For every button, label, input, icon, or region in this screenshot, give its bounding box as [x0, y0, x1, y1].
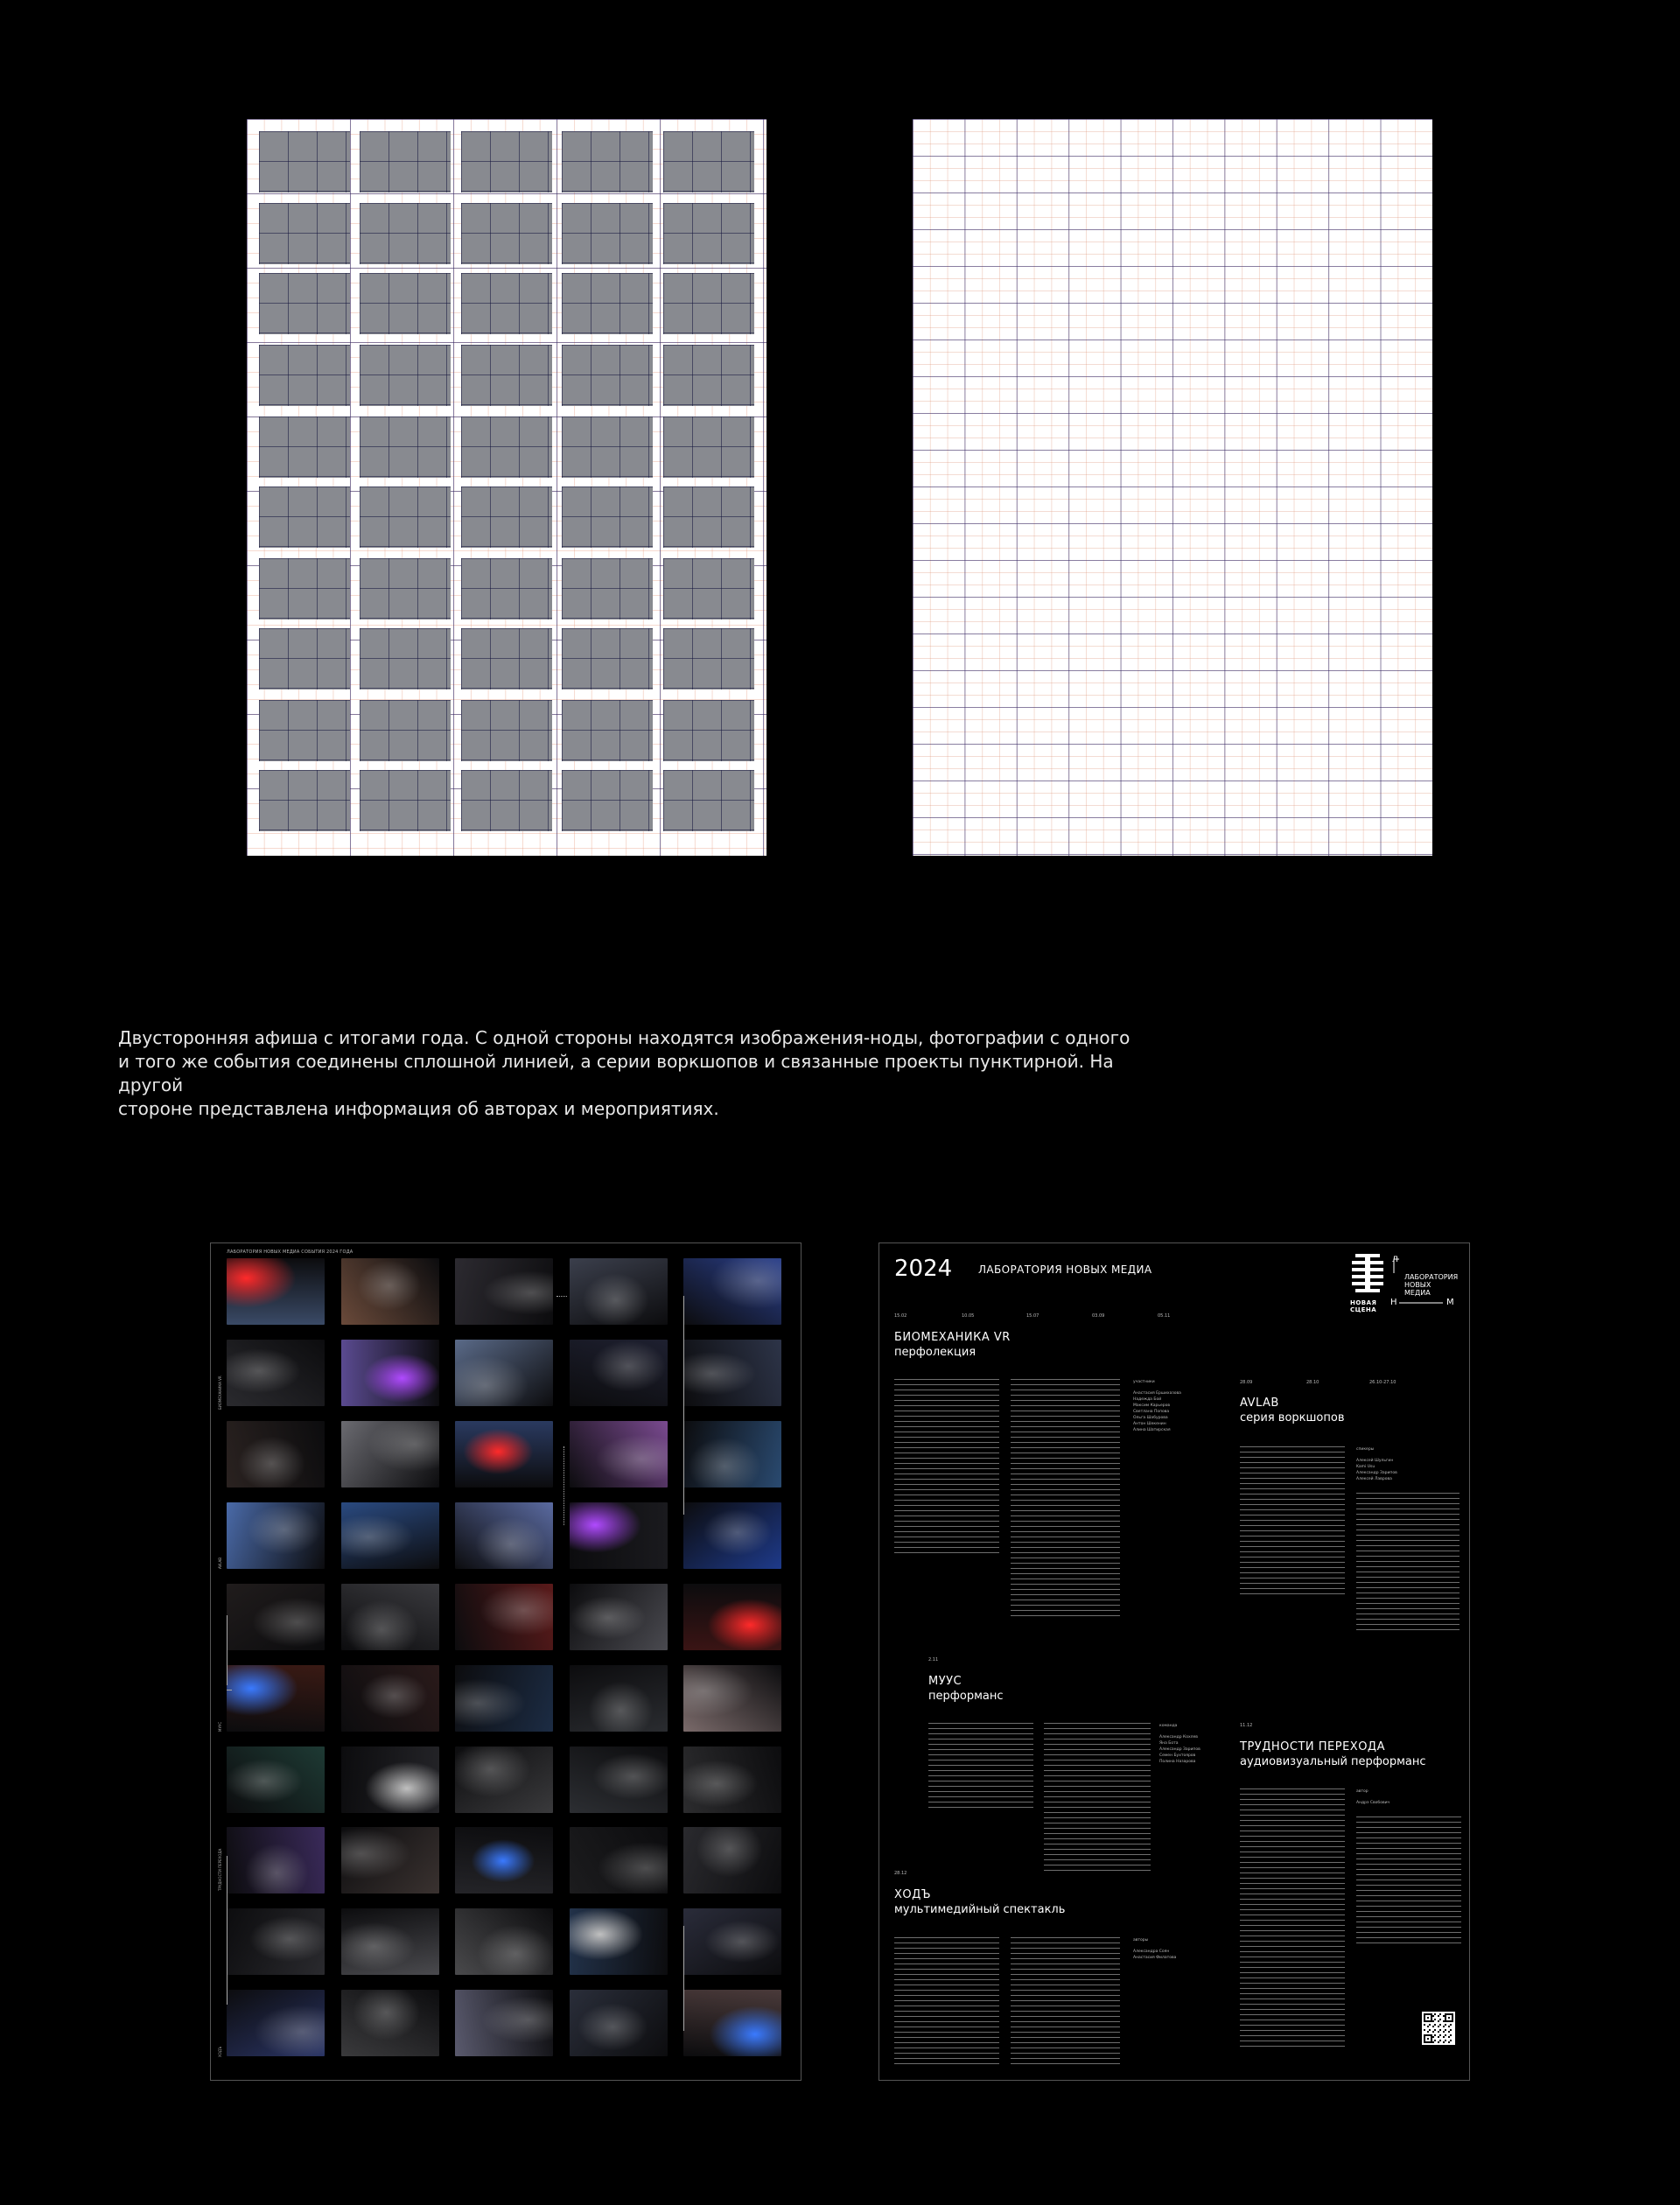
grid-block — [663, 700, 754, 761]
logo-lab — [1390, 1256, 1460, 1312]
event-photo — [227, 1827, 325, 1894]
grid-block — [562, 558, 653, 620]
hod-authors-label: авторы — [1133, 1938, 1149, 1942]
grid-block — [360, 486, 451, 548]
date-top-4: 03.09 — [1092, 1313, 1105, 1319]
date-top-2: 10.05 — [962, 1313, 975, 1319]
grid-block — [259, 131, 350, 192]
event-photo — [341, 1746, 439, 1813]
event-photo — [227, 1665, 325, 1732]
event-photo — [683, 1340, 781, 1406]
event-photo — [341, 1502, 439, 1569]
event-photo — [227, 1584, 325, 1650]
muus-team-label: команда — [1159, 1724, 1178, 1728]
participant: Надежда Бой — [1133, 1397, 1162, 1402]
description-line-3: стороне представлена информация об авторах и мероприятиях. — [118, 1098, 719, 1119]
trudnosti-author: Андрэ Свобович — [1356, 1801, 1390, 1805]
event-photo — [227, 1340, 325, 1406]
speaker: Алексей Шульгин — [1356, 1459, 1394, 1463]
event-photo — [341, 1584, 439, 1650]
event-photo — [455, 1258, 553, 1325]
event-photo — [341, 1665, 439, 1732]
hod-date: 28.12 — [894, 1871, 907, 1876]
avlab-speakers — [1356, 1458, 1397, 1482]
grid-block — [259, 558, 350, 620]
logo-letter-n: Н — [1390, 1298, 1397, 1307]
grid-block — [663, 486, 754, 548]
grid-block — [562, 486, 653, 548]
event-photo — [455, 1746, 553, 1813]
poster-description — [118, 1026, 1168, 1121]
section-subtitle-avlab: серия воркшопов — [1240, 1411, 1345, 1424]
grid-block — [461, 770, 552, 831]
grid-block — [461, 558, 552, 620]
event-photo — [570, 1584, 668, 1650]
event-photo — [570, 1258, 668, 1325]
row-label: ХОДЪ — [218, 2046, 222, 2057]
biomech-participants-label: участники — [1133, 1380, 1155, 1384]
section-title-avlab: AVLAB — [1240, 1396, 1279, 1410]
row-label: AVLAB — [218, 1557, 222, 1569]
event-photo — [683, 1746, 781, 1813]
event-photo — [683, 1827, 781, 1894]
grid-block — [663, 131, 754, 192]
logo-lab-word-1: ЛАБОРАТОРИЯ — [1404, 1273, 1459, 1281]
event-photo — [683, 1584, 781, 1650]
logo-word-novaya: НОВАЯ — [1350, 1299, 1377, 1306]
speaker: Kami Usu — [1356, 1465, 1376, 1469]
event-photo — [227, 1258, 325, 1325]
biomech-text-col-2 — [1011, 1379, 1120, 1617]
participant: Максим Карьеров — [1133, 1404, 1171, 1408]
trudnosti-text-col-2 — [1356, 1816, 1461, 1948]
grid-block — [360, 131, 451, 192]
qr-code-icon[interactable] — [1422, 2012, 1455, 2045]
team-member: Александр Кохлев — [1159, 1735, 1198, 1740]
event-photo — [455, 1502, 553, 1569]
team-member: Семен Бухтояров — [1159, 1754, 1196, 1758]
event-photo — [227, 1421, 325, 1488]
grid-block — [461, 203, 552, 264]
date-top-5: 05.11 — [1158, 1313, 1171, 1319]
connector-line — [227, 1856, 228, 2005]
grid-block — [562, 770, 653, 831]
hod-text-col-2 — [1011, 1937, 1120, 2068]
event-photo — [570, 1665, 668, 1732]
event-photo — [683, 1665, 781, 1732]
row-label: БИОМЕХАНИКА VR — [218, 1376, 222, 1410]
poster-front — [210, 1242, 802, 2081]
description-line-2: и того же события соединены сплошной линией, а серии воркшопов и связанные проекты пунктирной. На другой — [118, 1051, 1114, 1096]
team-member: Александр Зарипов — [1159, 1747, 1200, 1752]
connector-dotted — [556, 1296, 567, 1297]
grid-block — [259, 700, 350, 761]
event-photo — [341, 1827, 439, 1894]
logo-word-scena: СЦЕНА — [1350, 1306, 1377, 1313]
section-title-muus: МУУС — [928, 1675, 962, 1688]
event-photo — [455, 1990, 553, 2056]
grid-block — [360, 770, 451, 831]
grid-block — [461, 628, 552, 690]
event-photo — [570, 1990, 668, 2056]
grid-block — [562, 131, 653, 192]
event-photo — [227, 1502, 325, 1569]
event-photo — [683, 1502, 781, 1569]
hod-text-col-1 — [894, 1937, 999, 2068]
grid-block — [360, 416, 451, 478]
event-photo — [341, 1340, 439, 1406]
event-photo — [570, 1421, 668, 1488]
avlab-text-col-2 — [1356, 1493, 1460, 1633]
logo-lab-word-3: МЕДИА — [1404, 1289, 1431, 1297]
grid-block — [461, 345, 552, 406]
participant: Анастасия Ершихазова — [1133, 1391, 1181, 1396]
participant: Антон Шекенин — [1133, 1422, 1166, 1426]
grid-block — [259, 203, 350, 264]
event-photo — [227, 1746, 325, 1813]
participant: Ольга Шабурова — [1133, 1416, 1168, 1420]
avlab-date-1: 28.09 — [1240, 1380, 1253, 1385]
event-photo — [341, 1421, 439, 1488]
grid-block — [461, 273, 552, 334]
event-photo — [570, 1340, 668, 1406]
grid-block — [562, 628, 653, 690]
grid-block — [360, 345, 451, 406]
event-photo — [455, 1665, 553, 1732]
avlab-text-col-1 — [1240, 1446, 1345, 1595]
logo-novaya-scena — [1350, 1254, 1385, 1312]
event-photo — [683, 1908, 781, 1975]
event-photo — [683, 1421, 781, 1488]
grid-block — [360, 628, 451, 690]
grid-block — [259, 486, 350, 548]
speaker: Александр Зарипов — [1356, 1471, 1397, 1475]
muus-date: 2.11 — [928, 1657, 939, 1662]
logo-lab-word-2: НОВЫХ — [1404, 1281, 1432, 1289]
date-top-3: 15.07 — [1026, 1313, 1040, 1319]
grid-block — [562, 700, 653, 761]
event-photo — [455, 1340, 553, 1406]
section-subtitle-muus: перформанс — [928, 1690, 1004, 1703]
avlab-date-3: 26.10-27.10 — [1369, 1380, 1396, 1385]
event-photo — [227, 1908, 325, 1975]
grid-block — [461, 131, 552, 192]
grid-block — [259, 345, 350, 406]
grid-block — [663, 203, 754, 264]
date-top-1: 15.02 — [894, 1313, 907, 1319]
grid-block — [461, 416, 552, 478]
event-photo — [455, 1421, 553, 1488]
team-member: Яна Бота — [1159, 1741, 1179, 1746]
section-subtitle-hod: мультимедийный спектакль — [894, 1903, 1066, 1916]
section-subtitle-biomech: перфолекция — [894, 1346, 976, 1359]
grid-block — [259, 416, 350, 478]
grid-block — [663, 416, 754, 478]
grid-block — [461, 486, 552, 548]
grid-block — [663, 273, 754, 334]
connector-line — [683, 1926, 684, 2031]
event-photo — [341, 1908, 439, 1975]
event-photo — [683, 1990, 781, 2056]
row-label: МУУС — [218, 1721, 222, 1732]
grid-block — [259, 628, 350, 690]
event-photo — [570, 1908, 668, 1975]
muus-team — [1159, 1734, 1200, 1765]
poster-lab-title: ЛАБОРАТОРИЯ НОВЫХ МЕДИА — [978, 1264, 1152, 1276]
participant: Алина Шатирская — [1133, 1428, 1171, 1432]
logo-letter-l: Л — [1392, 1256, 1398, 1264]
section-subtitle-trudnosti: аудиовизуальный перформанс — [1240, 1755, 1426, 1768]
author: Александра Соян — [1133, 1950, 1170, 1954]
trudnosti-author-label: автор — [1356, 1789, 1368, 1794]
grid-block — [259, 273, 350, 334]
grid-block — [259, 770, 350, 831]
muus-text-col-1 — [928, 1723, 1033, 1810]
poster-back — [878, 1242, 1470, 2081]
connector-line — [683, 1296, 684, 1515]
poster-year: 2024 — [894, 1256, 953, 1282]
connector-line — [227, 1615, 228, 1685]
avlab-speakers-label: спикеры — [1356, 1447, 1375, 1452]
trudnosti-text-col-1 — [1240, 1788, 1345, 2051]
biomech-text-col-1 — [894, 1379, 999, 1554]
team-member: Полина Назарова — [1159, 1760, 1196, 1764]
grid-block — [663, 558, 754, 620]
event-photo — [455, 1584, 553, 1650]
event-photo — [227, 1990, 325, 2056]
baseline-grid-sheet — [913, 119, 1432, 856]
trudnosti-date: 11.12 — [1240, 1723, 1253, 1728]
grid-block — [562, 345, 653, 406]
event-photo — [455, 1908, 553, 1975]
hod-authors — [1133, 1949, 1176, 1961]
grid-block — [461, 700, 552, 761]
event-photo — [570, 1502, 668, 1569]
row-label: ТРУДНОСТИ ПЕРЕХОДА — [218, 1848, 222, 1891]
modular-grid-sheet — [247, 119, 766, 856]
grid-block — [360, 700, 451, 761]
biomech-participants — [1133, 1390, 1181, 1433]
grid-block — [663, 770, 754, 831]
event-photo — [341, 1990, 439, 2056]
event-photo — [455, 1827, 553, 1894]
event-photo — [570, 1746, 668, 1813]
avlab-date-2: 28.10 — [1306, 1380, 1320, 1385]
grid-block — [562, 203, 653, 264]
section-title-trudnosti: ТРУДНОСТИ ПЕРЕХОДА — [1240, 1740, 1385, 1754]
event-photo — [570, 1827, 668, 1894]
event-photo — [683, 1258, 781, 1325]
speaker: Алексей Лаврова — [1356, 1477, 1392, 1481]
participant: Светлана Попова — [1133, 1410, 1170, 1414]
grid-block — [360, 558, 451, 620]
grid-block — [360, 273, 451, 334]
grid-block — [360, 203, 451, 264]
section-title-hod: ХОДЪ — [894, 1888, 932, 1901]
section-title-biomech: БИОМЕХАНИКА VR — [894, 1331, 1011, 1344]
logo-letter-m: М — [1446, 1298, 1454, 1307]
grid-block — [562, 416, 653, 478]
muus-text-col-2 — [1044, 1723, 1151, 1872]
event-photo — [341, 1258, 439, 1325]
logo-mark-icon — [1350, 1254, 1385, 1296]
poster-front-header: ЛАБОРАТОРИЯ НОВЫХ МЕДИА СОБЫТИЯ 2024 ГОДА — [227, 1250, 354, 1255]
grid-block — [663, 628, 754, 690]
grid-block — [663, 345, 754, 406]
author: Анастасия Филатова — [1133, 1956, 1177, 1960]
grid-block — [562, 273, 653, 334]
description-line-1: Двусторонняя афиша с итогами года. С одной стороны находятся изображения-ноды, фотографии с одного — [118, 1027, 1130, 1048]
